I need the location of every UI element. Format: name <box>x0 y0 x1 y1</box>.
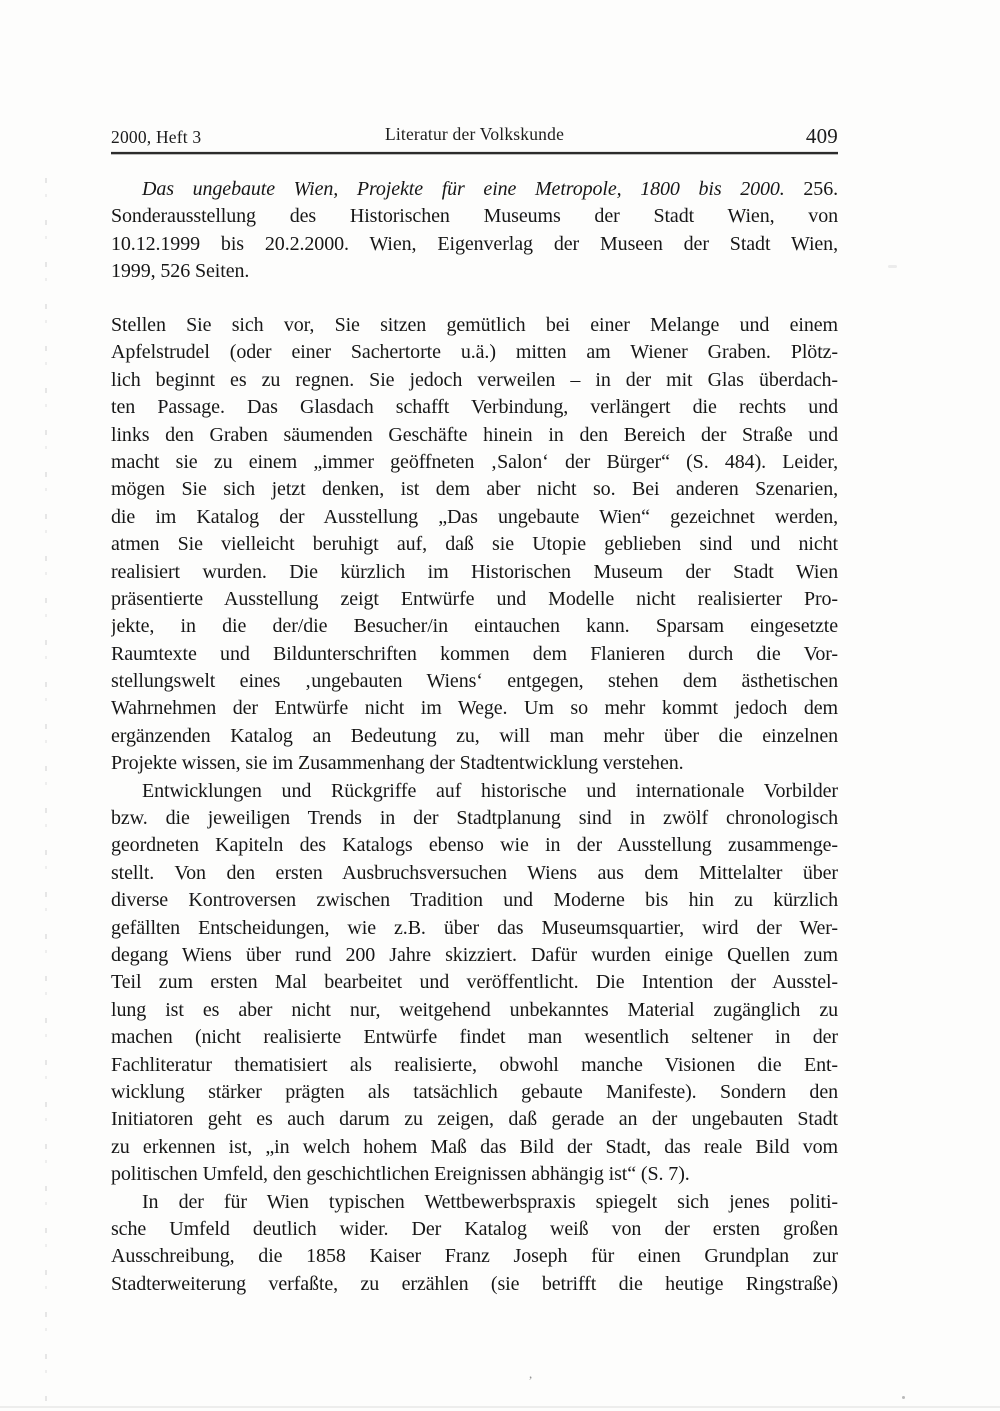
text-line: Ausschreibung, die 1858 Kaiser Franz Joseph für einen Grundplan zur <box>111 1245 838 1268</box>
text-line: lung ist es aber nicht nur, weitgehend unbekanntes Material zugänglich zu <box>111 998 838 1021</box>
text-line: Entwicklungen und Rückgriffe auf historische und internationale Vorbilder <box>142 779 838 802</box>
scan-speck <box>888 265 897 268</box>
text-line: Teil zum ersten Mal bearbeitet und veröffentlicht. Die Intention der Ausstel- <box>111 971 838 994</box>
text-line: realisiert wurden. Die kürzlich im Historischen Museum der Stadt Wien <box>111 560 838 583</box>
reference-title-italic: Das ungebaute Wien, Projekte für eine Metropole, 1800 bis 2000. <box>142 178 785 200</box>
text-line: Fachliteratur thematisiert als realisierte, obwohl manche Visionen die Ent- <box>111 1053 838 1076</box>
text-line: sche Umfeld deutlich wider. Der Katalog weiß von der ersten großen <box>111 1217 838 1240</box>
book-reference-paragraph <box>111 176 838 286</box>
text-line: geordneten Kapiteln des Katalogs ebenso wie in der Ausstellung zusammenge- <box>111 834 838 857</box>
running-header <box>111 124 838 149</box>
text-line: wicklung stärker prägten als tatsächlich gebaute Manifeste). Sondern den <box>111 1080 838 1103</box>
scan-edge-shadow <box>0 1406 1000 1408</box>
review-body-text <box>111 312 838 1298</box>
journal-issue: 2000, Heft 3 <box>111 127 202 147</box>
text-line: Projekte wissen, sie im Zusammenhang der Stadtentwicklung verstehen. <box>111 752 684 775</box>
text-line: mögen Sie sich jetzt denken, ist dem aber nicht so. Bei anderen Szenarien, <box>111 478 838 501</box>
text-line: diverse Kontroversen zwischen Tradition und Moderne bis hin zu kürzlich <box>111 889 838 912</box>
scan-artifact-dotted-line <box>45 178 47 1408</box>
text-line: politischen Umfeld, den geschichtlichen Ereignissen abhängig ist“ (S. 7). <box>111 1163 690 1186</box>
text-line: lich beginnt es zu regnen. Sie jedoch verweilen – in der mit Glas überdach- <box>111 368 838 391</box>
reference-text: 256. <box>784 178 838 200</box>
text-line: Stadterweiterung verfaßte, zu erzählen (sie betrifft die heutige Ringstraße) <box>111 1272 838 1295</box>
text-line: Sonderausstellung des Historischen Museums der Stadt Wien, von <box>111 205 838 228</box>
text-line: atmen Sie vielleicht beruhigt auf, daß sie Utopie geblieben sind und nicht <box>111 533 838 556</box>
text-line: 1999, 526 Seiten. <box>111 260 250 283</box>
text-line: macht sie zu einem „immer geöffneten ‚Salon‘ der Bürger“ (S. 484). Leider, <box>111 450 838 473</box>
text-line: bzw. die jeweiligen Trends in der Stadtplanung sind in zwölf chronologisch <box>111 807 838 830</box>
scan-speck: , <box>529 1366 533 1381</box>
text-line: degang Wiens über rund 200 Jahre skizziert. Dafür wurden einige Quellen zum <box>111 943 838 966</box>
text-line: Stellen Sie sich vor, Sie sitzen gemütlich bei einer Melange und einem <box>111 314 838 336</box>
scan-speck <box>902 1396 905 1399</box>
page-number: 409 <box>805 124 838 148</box>
text-line: machen (nicht realisierte Entwürfe findet man wesentlich seltener in der <box>111 1026 838 1049</box>
header-rule <box>111 152 838 154</box>
text-line: ten Passage. Das Glasdach schafft Verbindung, verlängert die rechts und <box>111 396 838 419</box>
text-line: Wahrnehmen der Entwürfe nicht im Wege. Um so mehr kommt jedoch dem <box>111 697 838 720</box>
text-line: stellt. Von den ersten Ausbruchsversuchen Wiens aus dem Mittelalter über <box>111 861 838 884</box>
text-line: Apfelstrudel (oder einer Sachertorte u.ä.) mitten am Wiener Graben. Plötz- <box>111 341 838 364</box>
text-line: Raumtexte und Bildunterschriften kommen dem Flanieren durch die Vor- <box>111 642 838 665</box>
text-line: zu erkennen ist, „in welch hohem Maß das Bild der Stadt, das reale Bild vom <box>111 1135 838 1158</box>
text-line: die im Katalog der Ausstellung „Das ungebaute Wien“ gezeichnet werden, <box>111 505 838 528</box>
text-line: gefällten Entscheidungen, wie z.B. über das Museumsquartier, wird der Wer- <box>111 916 838 939</box>
text-line: links den Graben säumenden Geschäfte hinein in den Bereich der Straße und <box>111 423 838 446</box>
text-line: 10.12.1999 bis 20.2.2000. Wien, Eigenverlag der Museen der Stadt Wien, <box>111 232 838 255</box>
text-line: Initiatoren geht es auch darum zu zeigen, daß gerade an der ungebauten Stadt <box>111 1108 838 1131</box>
text-line: ergänzenden Katalog an Bedeutung zu, will man mehr über die einzelnen <box>111 724 838 747</box>
text-line: stellungswelt eines ‚ungebauten Wiens‘ entgegen, stehen dem ästhetischen <box>111 670 838 693</box>
text-line: In der für Wien typischen Wettbewerbspraxis spiegelt sich jenes politi- <box>142 1190 838 1213</box>
text-line: jekte, in die der/die Besucher/in eintauchen kann. Sparsam eingesetzte <box>111 615 838 638</box>
text-line <box>111 176 838 203</box>
text-line: präsentierte Ausstellung zeigt Entwürfe und Modelle nicht realisierter Pro- <box>111 587 838 610</box>
journal-section-title: Literatur der Volkskunde <box>384 124 565 144</box>
